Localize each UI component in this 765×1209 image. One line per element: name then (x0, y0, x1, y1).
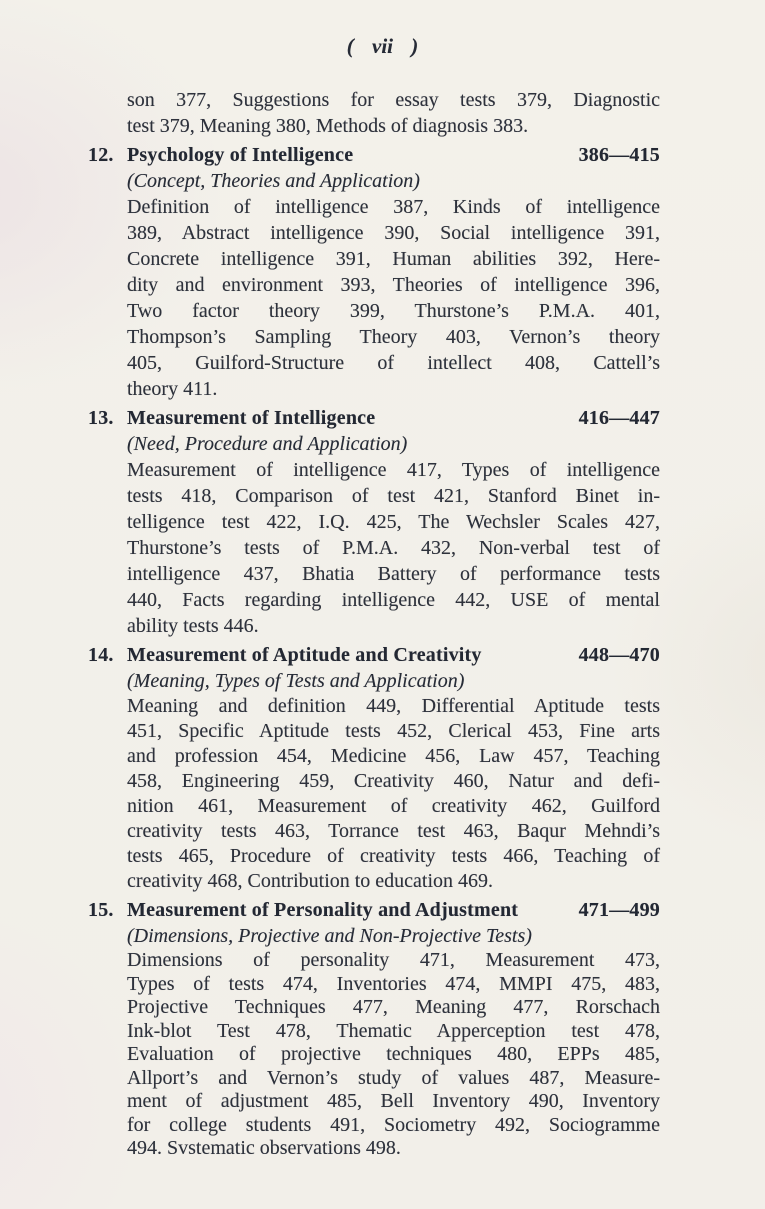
toc-text-line: dity and environment 393, Theories of intelligence 396, (127, 274, 660, 296)
entry-body (127, 949, 660, 1161)
toc-text-line: 494. Svstematic observations 498. (127, 1137, 401, 1159)
toc-text-line: creativity 468, Contribution to education 469. (127, 870, 494, 892)
toc-text-line: Types of tests 474, Inventories 474, MMPI 475, 483, (127, 972, 660, 995)
toc-entry-14 (88, 642, 660, 894)
toc-text-line: 451, Specific Aptitude tests 452, Clerical 453, Fine arts (127, 720, 660, 742)
toc-entry-12 (88, 142, 660, 402)
toc-text-line: and profession 454, Medicine 456, Law 457, Teaching (127, 745, 660, 767)
toc-text-line: theory 411. (127, 378, 218, 400)
toc-text-line: 458, Engineering 459, Creativity 460, Natur and defi- (127, 770, 660, 792)
page-number-header: ( vii ) (346, 34, 419, 58)
toc-text-line: Dimensions of personality 471, Measurement 473, (127, 949, 660, 971)
entry-number: 13. (88, 407, 114, 429)
toc-entry-heading (88, 142, 660, 168)
toc-text-line: Thurstone’s tests of P.M.A. 432, Non-verbal test of (127, 537, 660, 559)
toc-text-line: 440, Facts regarding intelligence 442, USE of mental (127, 589, 660, 611)
toc-text-line: nition 461, Measurement of creativity 462, Guilford (127, 795, 660, 817)
toc-entry-13 (88, 405, 660, 639)
toc-text-line: Thompson’s Sampling Theory 403, Vernon’s theory (127, 326, 660, 348)
toc-text-line: Ink-blot Test 478, Thematic Apperception test 478, (127, 1019, 660, 1042)
entry-body (127, 694, 660, 894)
entry-page-range: 448—470 (578, 644, 660, 666)
entry-subtitle: (Dimensions, Projective and Non-Projective Tests) (127, 925, 532, 947)
toc-text-line: Meaning and definition 449, Differential Aptitude tests (127, 695, 660, 717)
entry-body (127, 194, 660, 402)
toc-text-line: ment of adjustment 485, Bell Inventory 490, Inventory (127, 1090, 660, 1112)
toc-entry-15 (88, 897, 660, 1161)
toc-entry-heading (88, 405, 660, 431)
entry-body (127, 457, 660, 639)
toc-text-line: Concrete intelligence 391, Human abilities 392, Here- (127, 248, 660, 270)
entry-page-range: 471—499 (578, 899, 660, 921)
toc-entry-heading (88, 897, 660, 923)
toc-text-line: Definition of intelligence 387, Kinds of intelligence (127, 196, 660, 218)
entry-page-range: 386—415 (578, 144, 660, 166)
toc-text-line: 389, Abstract intelligence 390, Social intelligence 391, (127, 222, 660, 244)
entry-number: 14. (88, 644, 114, 666)
toc-text-line: 405, Guilford-Structure of intellect 408, Cattell’s (127, 352, 660, 374)
toc-continuation-paragraph (127, 87, 660, 139)
toc-text-line: Projective Techniques 477, Meaning 477, Rorschach (127, 996, 660, 1018)
toc-text-line: tests 418, Comparison of test 421, Stanford Binet in- (127, 485, 660, 507)
toc-text-line: telligence test 422, I.Q. 425, The Wechsler Scales 427, (127, 511, 660, 533)
entry-title: Measurement of Aptitude and Creativity (127, 644, 482, 666)
toc-text-line: Allport’s and Vernon’s study of values 487, Measure- (127, 1066, 660, 1089)
entry-title: Measurement of Personality and Adjustment (127, 899, 519, 921)
toc-text-line: tests 465, Procedure of creativity tests 466, Teaching of (127, 845, 660, 867)
toc-text-line: creativity tests 463, Torrance test 463, Baqur Mehndi’s (127, 820, 660, 842)
entry-subtitle: (Need, Procedure and Application) (127, 433, 408, 455)
toc-text-line: ability tests 446. (127, 615, 259, 637)
entry-title: Measurement of Intelligence (127, 407, 376, 429)
entry-subtitle: (Concept, Theories and Application) (127, 170, 420, 192)
toc-text-line: for college students 491, Sociometry 492, Sociogramme (127, 1113, 660, 1136)
entry-subtitle: (Meaning, Types of Tests and Application) (127, 670, 465, 692)
toc-text-line: intelligence 437, Bhatia Battery of performance tests (127, 563, 660, 585)
entry-title: Psychology of Intelligence (127, 144, 354, 166)
entry-page-range: 416—447 (578, 407, 660, 429)
toc-text-line: son 377, Suggestions for essay tests 379, Diagnostic (127, 89, 660, 111)
toc-text-line: test 379, Meaning 380, Methods of diagnosis 383. (127, 115, 529, 137)
table-of-contents (88, 87, 660, 1161)
toc-text-line: Measurement of intelligence 417, Types of intelligence (127, 459, 660, 481)
entry-number: 12. (88, 144, 114, 166)
entry-number: 15. (88, 899, 114, 921)
toc-text-line: Evaluation of projective techniques 480, EPPs 485, (127, 1043, 660, 1065)
toc-entry-heading (88, 642, 660, 668)
toc-text-line: Two factor theory 399, Thurstone’s P.M.A. 401, (127, 300, 660, 322)
